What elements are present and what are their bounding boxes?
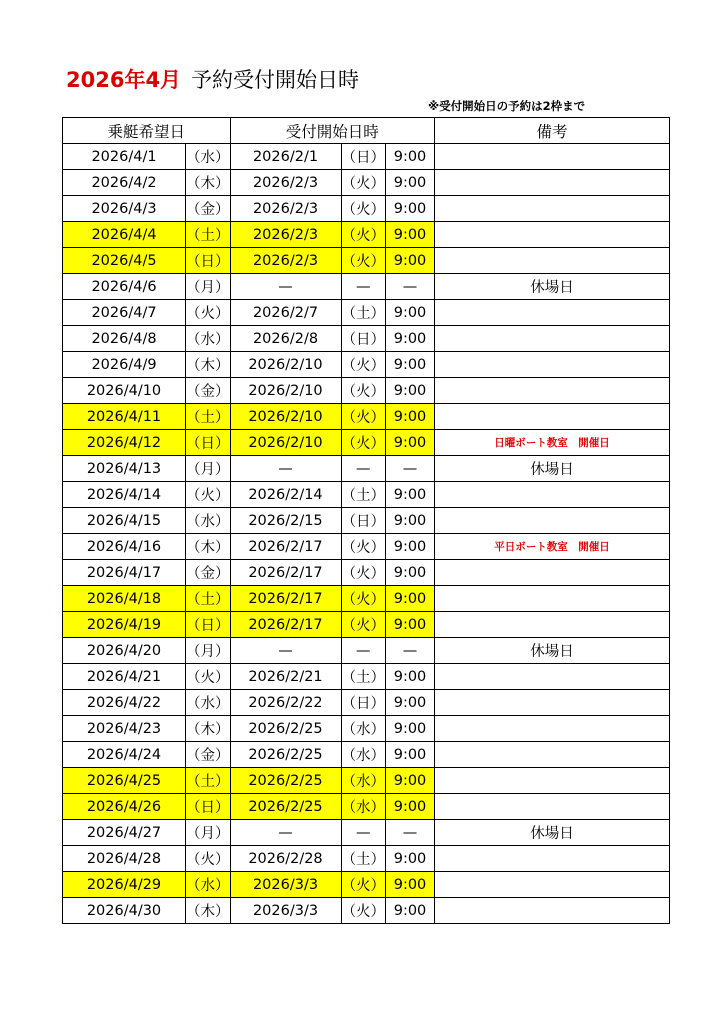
table-row	[63, 716, 670, 742]
page-title	[66, 64, 359, 94]
header-accept-date: 受付開始日時	[230, 118, 435, 144]
schedule-body	[63, 144, 670, 924]
accept-date-cell: —	[230, 456, 341, 482]
table-row	[63, 872, 670, 898]
ride-date-cell: 2026/4/28	[63, 846, 186, 872]
remark-cell	[435, 508, 670, 534]
accept-date-cell: 2026/2/3	[230, 222, 341, 248]
remark-cell	[435, 612, 670, 638]
accept-dow-cell: （火）	[341, 378, 386, 404]
ride-dow-cell: （火）	[186, 846, 231, 872]
table-row	[63, 352, 670, 378]
ride-date-cell: 2026/4/13	[63, 456, 186, 482]
remark-cell: 休場日	[435, 274, 670, 300]
ride-date-cell: 2026/4/1	[63, 144, 186, 170]
ride-dow-cell: （水）	[186, 872, 231, 898]
ride-date-cell: 2026/4/19	[63, 612, 186, 638]
ride-dow-cell: （金）	[186, 196, 231, 222]
header-row	[63, 118, 670, 144]
ride-dow-cell: （金）	[186, 560, 231, 586]
accept-dow-cell: （火）	[341, 534, 386, 560]
accept-date-cell: 2026/2/25	[230, 716, 341, 742]
remark-cell	[435, 378, 670, 404]
accept-dow-cell: （火）	[341, 248, 386, 274]
ride-dow-cell: （金）	[186, 378, 231, 404]
accept-dow-cell: —	[341, 274, 386, 300]
accept-date-cell: 2026/2/14	[230, 482, 341, 508]
accept-dow-cell: （火）	[341, 898, 386, 924]
accept-date-cell: 2026/2/17	[230, 586, 341, 612]
remark-cell: 日曜ボート教室 開催日	[435, 430, 670, 456]
table-row	[63, 430, 670, 456]
ride-dow-cell: （木）	[186, 170, 231, 196]
remark-cell	[435, 898, 670, 924]
accept-time-cell: 9:00	[386, 378, 435, 404]
table-row	[63, 482, 670, 508]
accept-date-cell: 2026/2/3	[230, 170, 341, 196]
remark-cell	[435, 794, 670, 820]
table-row	[63, 638, 670, 664]
remark-cell	[435, 560, 670, 586]
ride-dow-cell: （日）	[186, 794, 231, 820]
remark-cell	[435, 144, 670, 170]
accept-time-cell: 9:00	[386, 248, 435, 274]
ride-date-cell: 2026/4/14	[63, 482, 186, 508]
remark-cell	[435, 768, 670, 794]
accept-dow-cell: （日）	[341, 690, 386, 716]
accept-time-cell: 9:00	[386, 222, 435, 248]
header-remarks: 備考	[435, 118, 670, 144]
ride-date-cell: 2026/4/21	[63, 664, 186, 690]
ride-dow-cell: （日）	[186, 430, 231, 456]
accept-time-cell: 9:00	[386, 430, 435, 456]
ride-dow-cell: （土）	[186, 404, 231, 430]
remark-cell	[435, 742, 670, 768]
table-row	[63, 144, 670, 170]
ride-date-cell: 2026/4/20	[63, 638, 186, 664]
ride-date-cell: 2026/4/18	[63, 586, 186, 612]
table-row	[63, 196, 670, 222]
ride-date-cell: 2026/4/15	[63, 508, 186, 534]
accept-dow-cell: （土）	[341, 664, 386, 690]
accept-dow-cell: （日）	[341, 326, 386, 352]
ride-dow-cell: （土）	[186, 222, 231, 248]
accept-dow-cell: （土）	[341, 846, 386, 872]
table-row	[63, 274, 670, 300]
accept-time-cell: 9:00	[386, 404, 435, 430]
accept-date-cell: 2026/2/10	[230, 352, 341, 378]
accept-date-cell: 2026/2/10	[230, 430, 341, 456]
ride-dow-cell: （木）	[186, 352, 231, 378]
ride-dow-cell: （木）	[186, 534, 231, 560]
accept-dow-cell: （土）	[341, 482, 386, 508]
ride-dow-cell: （火）	[186, 300, 231, 326]
accept-time-cell: 9:00	[386, 846, 435, 872]
accept-time-cell: 9:00	[386, 560, 435, 586]
ride-date-cell: 2026/4/29	[63, 872, 186, 898]
accept-time-cell: —	[386, 638, 435, 664]
accept-date-cell: 2026/2/17	[230, 612, 341, 638]
remark-cell	[435, 326, 670, 352]
accept-dow-cell: （土）	[341, 300, 386, 326]
ride-date-cell: 2026/4/2	[63, 170, 186, 196]
accept-time-cell: 9:00	[386, 534, 435, 560]
accept-date-cell: 2026/2/3	[230, 196, 341, 222]
table-row	[63, 378, 670, 404]
accept-time-cell: 9:00	[386, 300, 435, 326]
ride-dow-cell: （火）	[186, 482, 231, 508]
accept-date-cell: 2026/3/3	[230, 898, 341, 924]
accept-date-cell: 2026/2/10	[230, 404, 341, 430]
accept-time-cell: 9:00	[386, 794, 435, 820]
ride-dow-cell: （月）	[186, 638, 231, 664]
ride-dow-cell: （火）	[186, 664, 231, 690]
ride-date-cell: 2026/4/5	[63, 248, 186, 274]
accept-dow-cell: （水）	[341, 742, 386, 768]
accept-dow-cell: （火）	[341, 170, 386, 196]
ride-date-cell: 2026/4/10	[63, 378, 186, 404]
remark-cell	[435, 300, 670, 326]
accept-dow-cell: （日）	[341, 508, 386, 534]
accept-time-cell: 9:00	[386, 690, 435, 716]
accept-dow-cell: （火）	[341, 352, 386, 378]
accept-time-cell: 9:00	[386, 196, 435, 222]
ride-dow-cell: （木）	[186, 898, 231, 924]
table-row	[63, 300, 670, 326]
accept-date-cell: —	[230, 638, 341, 664]
accept-time-cell: 9:00	[386, 742, 435, 768]
accept-dow-cell: （火）	[341, 612, 386, 638]
accept-dow-cell: —	[341, 638, 386, 664]
ride-date-cell: 2026/4/3	[63, 196, 186, 222]
ride-date-cell: 2026/4/25	[63, 768, 186, 794]
accept-date-cell: 2026/2/17	[230, 560, 341, 586]
remark-cell: 休場日	[435, 456, 670, 482]
ride-dow-cell: （月）	[186, 456, 231, 482]
table-row	[63, 170, 670, 196]
accept-date-cell: 2026/2/1	[230, 144, 341, 170]
table-row	[63, 898, 670, 924]
ride-date-cell: 2026/4/9	[63, 352, 186, 378]
title-text: 予約受付開始日時	[191, 68, 360, 92]
accept-time-cell: 9:00	[386, 664, 435, 690]
accept-date-cell: 2026/2/3	[230, 248, 341, 274]
ride-dow-cell: （月）	[186, 274, 231, 300]
ride-dow-cell: （木）	[186, 716, 231, 742]
accept-time-cell: 9:00	[386, 482, 435, 508]
remark-cell	[435, 846, 670, 872]
remark-cell	[435, 716, 670, 742]
remark-cell	[435, 586, 670, 612]
table-row	[63, 534, 670, 560]
accept-time-cell: 9:00	[386, 144, 435, 170]
ride-dow-cell: （水）	[186, 326, 231, 352]
table-row	[63, 664, 670, 690]
table-row	[63, 560, 670, 586]
table-row	[63, 846, 670, 872]
schedule-table	[62, 117, 670, 924]
title-month: 2026年4月	[66, 68, 182, 92]
accept-time-cell: 9:00	[386, 326, 435, 352]
accept-dow-cell: （火）	[341, 404, 386, 430]
remark-cell	[435, 170, 670, 196]
ride-date-cell: 2026/4/22	[63, 690, 186, 716]
accept-date-cell: 2026/2/8	[230, 326, 341, 352]
remark-cell	[435, 404, 670, 430]
ride-date-cell: 2026/4/26	[63, 794, 186, 820]
table-row	[63, 690, 670, 716]
accept-date-cell: 2026/2/28	[230, 846, 341, 872]
accept-date-cell: 2026/3/3	[230, 872, 341, 898]
accept-dow-cell: （火）	[341, 560, 386, 586]
accept-dow-cell: —	[341, 820, 386, 846]
ride-date-cell: 2026/4/8	[63, 326, 186, 352]
accept-date-cell: 2026/2/21	[230, 664, 341, 690]
accept-date-cell: —	[230, 820, 341, 846]
accept-time-cell: 9:00	[386, 872, 435, 898]
accept-date-cell: 2026/2/25	[230, 794, 341, 820]
remark-cell	[435, 872, 670, 898]
table-row	[63, 508, 670, 534]
ride-dow-cell: （土）	[186, 586, 231, 612]
table-row	[63, 222, 670, 248]
ride-dow-cell: （日）	[186, 248, 231, 274]
ride-date-cell: 2026/4/17	[63, 560, 186, 586]
ride-date-cell: 2026/4/4	[63, 222, 186, 248]
accept-date-cell: 2026/2/25	[230, 768, 341, 794]
ride-date-cell: 2026/4/27	[63, 820, 186, 846]
table-row	[63, 248, 670, 274]
accept-time-cell: 9:00	[386, 612, 435, 638]
header-ride-date: 乗艇希望日	[63, 118, 231, 144]
accept-date-cell: 2026/2/15	[230, 508, 341, 534]
accept-dow-cell: —	[341, 456, 386, 482]
accept-dow-cell: （火）	[341, 586, 386, 612]
ride-date-cell: 2026/4/16	[63, 534, 186, 560]
accept-date-cell: 2026/2/25	[230, 742, 341, 768]
ride-date-cell: 2026/4/23	[63, 716, 186, 742]
ride-date-cell: 2026/4/11	[63, 404, 186, 430]
accept-time-cell: 9:00	[386, 508, 435, 534]
accept-dow-cell: （火）	[341, 222, 386, 248]
accept-date-cell: 2026/2/7	[230, 300, 341, 326]
accept-date-cell: 2026/2/17	[230, 534, 341, 560]
accept-time-cell: 9:00	[386, 898, 435, 924]
reservation-note: ※受付開始日の予約は2枠まで	[428, 99, 586, 113]
accept-dow-cell: （水）	[341, 768, 386, 794]
ride-dow-cell: （日）	[186, 612, 231, 638]
table-row	[63, 586, 670, 612]
remark-cell	[435, 352, 670, 378]
table-row	[63, 768, 670, 794]
ride-date-cell: 2026/4/24	[63, 742, 186, 768]
table-row	[63, 820, 670, 846]
remark-cell: 平日ボート教室 開催日	[435, 534, 670, 560]
accept-time-cell: 9:00	[386, 768, 435, 794]
table-row	[63, 326, 670, 352]
accept-time-cell: —	[386, 820, 435, 846]
ride-date-cell: 2026/4/30	[63, 898, 186, 924]
accept-date-cell: —	[230, 274, 341, 300]
accept-time-cell: 9:00	[386, 352, 435, 378]
remark-cell	[435, 690, 670, 716]
accept-dow-cell: （火）	[341, 196, 386, 222]
accept-dow-cell: （水）	[341, 794, 386, 820]
accept-time-cell: 9:00	[386, 170, 435, 196]
remark-cell	[435, 482, 670, 508]
accept-dow-cell: （水）	[341, 716, 386, 742]
ride-dow-cell: （土）	[186, 768, 231, 794]
accept-time-cell: —	[386, 456, 435, 482]
accept-time-cell: 9:00	[386, 716, 435, 742]
remark-cell: 休場日	[435, 820, 670, 846]
table-row	[63, 794, 670, 820]
ride-dow-cell: （月）	[186, 820, 231, 846]
accept-time-cell: —	[386, 274, 435, 300]
remark-cell	[435, 664, 670, 690]
ride-date-cell: 2026/4/6	[63, 274, 186, 300]
accept-date-cell: 2026/2/22	[230, 690, 341, 716]
accept-date-cell: 2026/2/10	[230, 378, 341, 404]
ride-dow-cell: （水）	[186, 508, 231, 534]
ride-date-cell: 2026/4/7	[63, 300, 186, 326]
remark-cell	[435, 222, 670, 248]
ride-dow-cell: （水）	[186, 144, 231, 170]
remark-cell	[435, 196, 670, 222]
table-row	[63, 742, 670, 768]
remark-cell	[435, 248, 670, 274]
table-row	[63, 456, 670, 482]
accept-dow-cell: （火）	[341, 872, 386, 898]
table-row	[63, 404, 670, 430]
ride-date-cell: 2026/4/12	[63, 430, 186, 456]
remark-cell: 休場日	[435, 638, 670, 664]
ride-dow-cell: （金）	[186, 742, 231, 768]
accept-time-cell: 9:00	[386, 586, 435, 612]
accept-dow-cell: （日）	[341, 144, 386, 170]
table-row	[63, 612, 670, 638]
ride-dow-cell: （水）	[186, 690, 231, 716]
accept-dow-cell: （火）	[341, 430, 386, 456]
